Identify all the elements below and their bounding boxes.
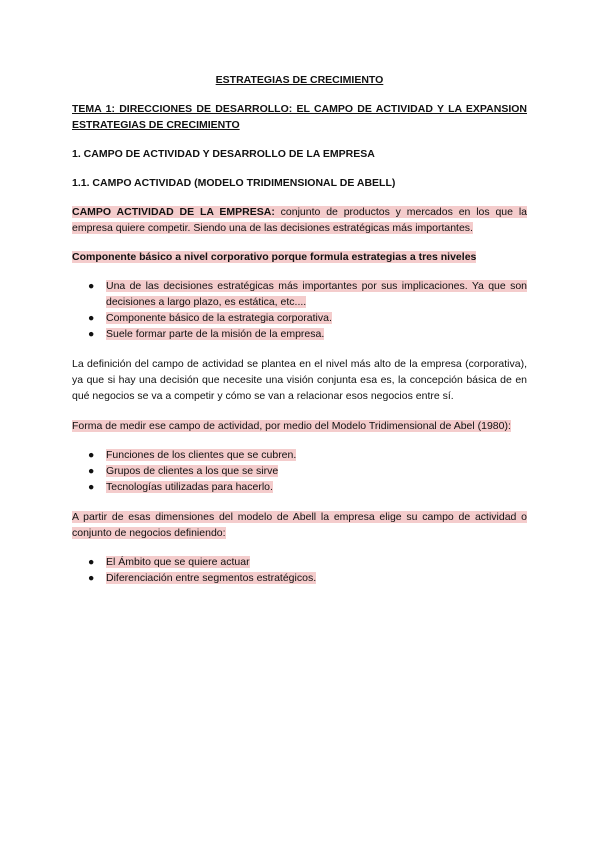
- list-definiendo: [72, 554, 527, 586]
- bullet-icon: ●: [88, 449, 95, 461]
- campo-definition-paragraph: [72, 204, 527, 236]
- list-item: ● Funciones de los clientes que se cubren.: [88, 449, 297, 461]
- campo-label: CAMPO ACTIVIDAD DE LA EMPRESA:: [72, 206, 275, 218]
- componente-text: Componente básico a nivel corporativo porque formula estrategias a tres niveles: [72, 251, 477, 263]
- apartir-text: A partir de esas dimensiones del modelo de Abell la empresa elige su campo de actividad o conjunto de negocios definiendo:: [72, 511, 527, 539]
- list-item: ● Diferenciación entre segmentos estratégicos.: [88, 572, 317, 584]
- forma-paragraph: [72, 418, 527, 434]
- componente-paragraph: [72, 249, 527, 265]
- bullet-icon: ●: [88, 328, 95, 340]
- list-dimensiones: [72, 447, 527, 495]
- bullet-icon: ●: [88, 556, 95, 568]
- list-item: ● Una de las decisiones estratégicas más importantes por sus implicaciones. Ya que son decisiones a largo plazo, es estática, etc....: [88, 280, 527, 308]
- document-page: [72, 72, 527, 586]
- list-item: ● Suele formar parte de la misión de la empresa.: [88, 328, 325, 340]
- document-title: ESTRATEGIAS DE CRECIMIENTO: [215, 74, 384, 86]
- subsection-heading: 1.1. CAMPO ACTIVIDAD (MODELO TRIDIMENSIONAL DE ABELL): [72, 177, 396, 189]
- bullet-icon: ●: [88, 280, 95, 292]
- bullet-icon: ●: [88, 465, 95, 477]
- bullet-icon: ●: [88, 481, 95, 493]
- apartir-paragraph: [72, 509, 527, 541]
- definicion-paragraph: La definición del campo de actividad se plantea en el nivel más alto de la empresa (corporativa), ya que si hay una decisión que necesite una visión conjunta esa es, la concepción básica de en qué negocios se va a competir y cómo se van a relacionar esos negocios entre sí.: [72, 358, 527, 402]
- list-item: ● El Ámbito que se quiere actuar: [88, 556, 250, 568]
- bullet-icon: ●: [88, 572, 95, 584]
- topic-heading: TEMA 1: DIRECCIONES DE DESARROLLO: EL CAMPO DE ACTIVIDAD Y LA EXPANSION ESTRATEGIAS DE CRECIMIENTO: [72, 103, 527, 131]
- section-heading: 1. CAMPO DE ACTIVIDAD Y DESARROLLO DE LA EMPRESA: [72, 148, 375, 160]
- list-decisiones: [72, 278, 527, 342]
- list-item: ● Grupos de clientes a los que se sirve: [88, 465, 279, 477]
- list-item: ● Componente básico de la estrategia corporativa.: [88, 312, 332, 324]
- bullet-icon: ●: [88, 312, 95, 324]
- forma-text: Forma de medir ese campo de actividad, por medio del Modelo Tridimensional de Abel (1980):: [72, 420, 511, 432]
- list-item: ● Tecnologías utilizadas para hacerlo.: [88, 481, 273, 493]
- campo-text: conjunto de productos y mercados en los que la empresa quiere competir. Siendo una de las decisiones estratégicas más importantes.: [72, 206, 527, 234]
